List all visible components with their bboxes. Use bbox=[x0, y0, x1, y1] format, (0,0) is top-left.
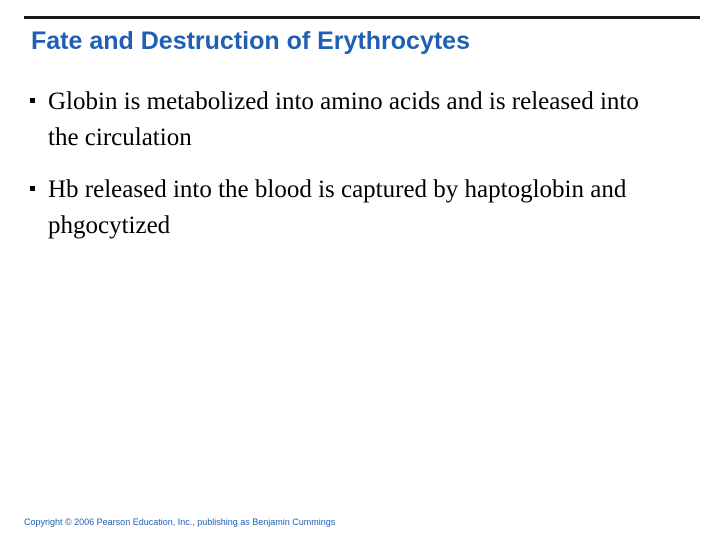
bullet-list bbox=[30, 84, 670, 244]
bullet-item bbox=[30, 172, 670, 244]
slide-title: Fate and Destruction of Erythrocytes bbox=[31, 27, 470, 55]
square-bullet-icon bbox=[30, 186, 35, 191]
bullet-item bbox=[30, 84, 670, 156]
bullet-text: Hb released into the blood is captured by haptoglobin and phgocytized bbox=[48, 176, 627, 239]
square-bullet-icon bbox=[30, 98, 35, 103]
copyright-footer: Copyright © 2006 Pearson Education, Inc., publishing as Benjamin Cummings bbox=[24, 517, 336, 527]
bullet-text: Globin is metabolized into amino acids and is released into the circulation bbox=[48, 88, 639, 151]
top-divider bbox=[24, 16, 700, 19]
